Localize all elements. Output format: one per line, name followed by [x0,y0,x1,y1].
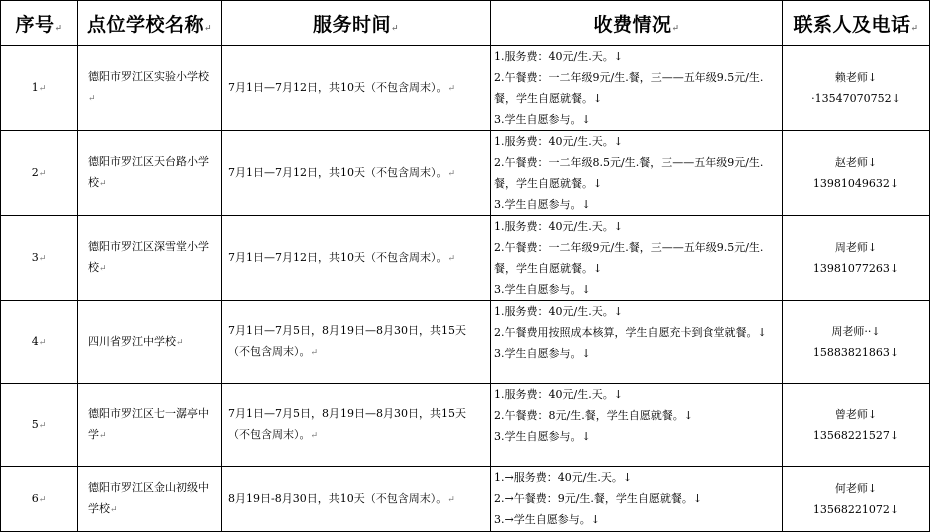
contact-name: 赵老师↓ [834,156,878,169]
contact-name: 周老师··↓ [831,325,881,338]
school-name: 德阳市罗江区实验小学校↵ [78,46,222,131]
service-time: 7月1日—7月12日，共10天（不包含周末）。↵ [222,216,491,301]
service-time: 7月1日—7月5日，8月19日—8月30日，共15天（不包含周末）。↵ [222,384,491,467]
school-name: 四川省罗江中学校↵ [78,301,222,384]
contact-phone: 13981049632↓ [812,177,900,190]
contact-name: 何老师↓ [834,482,878,495]
header-no: 序号↵ [1,1,78,46]
contact-info [783,216,930,301]
school-name: 德阳市罗江区七一潺亭中学↵ [78,384,222,467]
row-number: 3↵ [1,216,78,301]
row-number: 5↵ [1,384,78,467]
table-row [1,467,930,532]
table-row [1,131,930,216]
header-row [1,1,930,46]
fee-details [491,384,783,467]
fee-line: 2.午餐费用按照成本核算，学生自愿充卡到食堂就餐。↓ [494,326,767,339]
row-number: 1↵ [1,46,78,131]
fee-line: 3.学生自愿参与。↓ [494,113,591,126]
fee-line: 3.学生自愿参与。↓ [494,430,591,443]
table-row [1,216,930,301]
contact-phone: 15883821863↓ [812,346,900,359]
school-name: 德阳市罗江区天台路小学校↵ [78,131,222,216]
contact-info [783,301,930,384]
table-row [1,46,930,131]
school-name: 德阳市罗江区金山初级中学校↵ [78,467,222,532]
fee-line: 2.午餐费：一二年级9元/生.餐，三——五年级9.5元/生.餐，学生自愿就餐。↓ [494,71,764,105]
fee-line: 1.服务费：40元/生.天。↓ [494,305,623,318]
fee-line: 3.学生自愿参与。↓ [494,283,591,296]
service-time: 8月19日-8月30日，共10天（不包含周末）。↵ [222,467,491,532]
header-time: 服务时间↵ [222,1,491,46]
fee-line: 3.学生自愿参与。↓ [494,347,591,360]
fee-details [491,216,783,301]
fee-line: 1.→服务费：40元/生.天。↓ [494,471,633,484]
fee-line: 1.服务费：40元/生.天。↓ [494,220,623,233]
header-school: 点位学校名称↵ [78,1,222,46]
fee-line: 2.→午餐费：9元/生.餐，学生自愿就餐。↓ [494,492,703,505]
row-number: 4↵ [1,301,78,384]
fee-details [491,467,783,532]
service-time: 7月1日—7月5日，8月19日—8月30日，共15天（不包含周末）。↵ [222,301,491,384]
service-time: 7月1日—7月12日，共10天（不包含周末）。↵ [222,46,491,131]
contact-name: 赖老师↓ [834,71,878,84]
header-fees: 收费情况↵ [491,1,783,46]
header-contact: 联系人及电话↵ [783,1,930,46]
contact-phone: 13981077263↓ [812,262,900,275]
contact-phone: 13568221072↓ [812,503,900,516]
contact-phone: 13568221527↓ [812,429,900,442]
fee-line: 2.午餐费：一二年级9元/生.餐，三——五年级9.5元/生.餐，学生自愿就餐。↓ [494,241,764,275]
fee-details [491,131,783,216]
row-number: 6↵ [1,467,78,532]
fee-line: 1.服务费：40元/生.天。↓ [494,388,623,401]
fee-line: 3.学生自愿参与。↓ [494,198,591,211]
table-row [1,384,930,467]
contact-name: 周老师↓ [834,241,878,254]
fee-details [491,46,783,131]
contact-info [783,131,930,216]
contact-name: 曾老师↓ [834,408,878,421]
service-time: 7月1日—7月12日，共10天（不包含周末）。↵ [222,131,491,216]
contact-info [783,384,930,467]
contact-phone: ·13547070752↓ [811,92,901,105]
fee-line: 2.午餐费：一二年级8.5元/生.餐，三——五年级9元/生.餐，学生自愿就餐。↓ [494,156,764,190]
contact-info [783,46,930,131]
school-name: 德阳市罗江区深雪堂小学校↵ [78,216,222,301]
fee-line: 1.服务费：40元/生.天。↓ [494,135,623,148]
table-row [1,301,930,384]
fee-line: 1.服务费：40元/生.天。↓ [494,50,623,63]
fee-line: 2.午餐费：8元/生.餐，学生自愿就餐。↓ [494,409,693,422]
row-number: 2↵ [1,131,78,216]
contact-info [783,467,930,532]
fee-details [491,301,783,384]
fee-line: 3.→学生自愿参与。↓ [494,513,600,526]
